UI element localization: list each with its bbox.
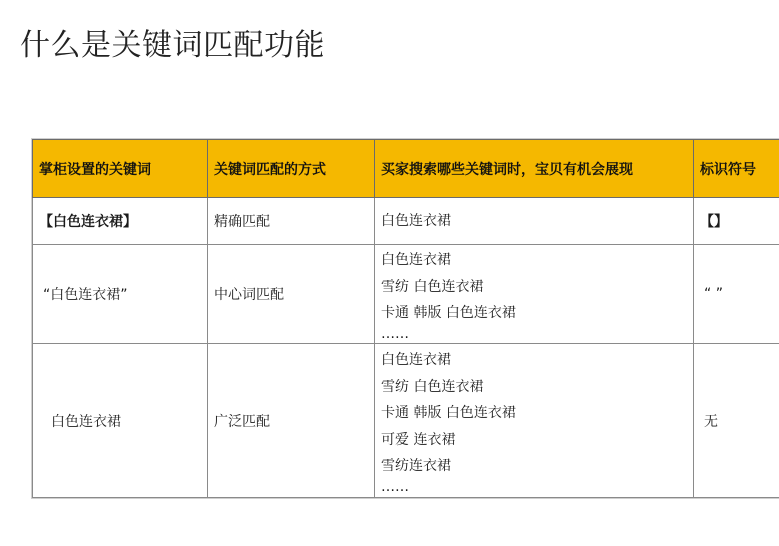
table-row xyxy=(33,198,779,245)
header-symbol: 标识符号 xyxy=(694,140,779,198)
header-buyer-queries: 买家搜索哪些关键词时，宝贝有机会展现 xyxy=(375,140,694,198)
symbol-cell: “ ” xyxy=(694,245,779,344)
query-item: 雪纺 白色连衣裙 xyxy=(381,278,484,295)
queries-cell xyxy=(375,198,694,245)
match-mode-cell: 广泛匹配 xyxy=(208,344,375,498)
query-list xyxy=(381,347,687,494)
header-keyword: 掌柜设置的关键词 xyxy=(33,140,208,198)
queries-cell xyxy=(375,344,694,498)
match-mode-cell: 精确匹配 xyxy=(208,198,375,245)
query-item: 卡通 韩版 白色连衣裙 xyxy=(381,305,516,322)
header-match-mode: 关键词匹配的方式 xyxy=(208,140,375,198)
query-item-ellipsis: …… xyxy=(381,478,409,495)
keyword-cell: 【白色连衣裙】 xyxy=(33,198,208,245)
symbol-cell: 【】 xyxy=(694,198,779,245)
table-header-row xyxy=(33,140,779,198)
symbol-cell: 无 xyxy=(694,344,779,498)
query-item: 雪纺连衣裙 xyxy=(381,458,451,475)
page-title: 什么是关键词匹配功能 xyxy=(20,28,325,63)
query-item: 白色连衣裙 xyxy=(381,352,451,369)
table-row xyxy=(33,344,779,498)
query-item-ellipsis: …… xyxy=(381,325,409,342)
query-item: 白色连衣裙 xyxy=(381,252,451,269)
query-item: 卡通 韩版 白色连衣裙 xyxy=(381,405,516,422)
query-item: 雪纺 白色连衣裙 xyxy=(381,378,484,395)
match-mode-cell: 中心词匹配 xyxy=(208,245,375,344)
keyword-match-table xyxy=(32,139,779,498)
keyword-cell: 白色连衣裙 xyxy=(33,344,208,498)
query-list xyxy=(381,208,687,235)
keyword-cell: “白色连衣裙” xyxy=(33,245,208,344)
query-item: 可爱 连衣裙 xyxy=(381,431,456,448)
table-row xyxy=(33,245,779,344)
query-item: 白色连衣裙 xyxy=(381,212,451,229)
queries-cell xyxy=(375,245,694,344)
query-list xyxy=(381,247,687,341)
